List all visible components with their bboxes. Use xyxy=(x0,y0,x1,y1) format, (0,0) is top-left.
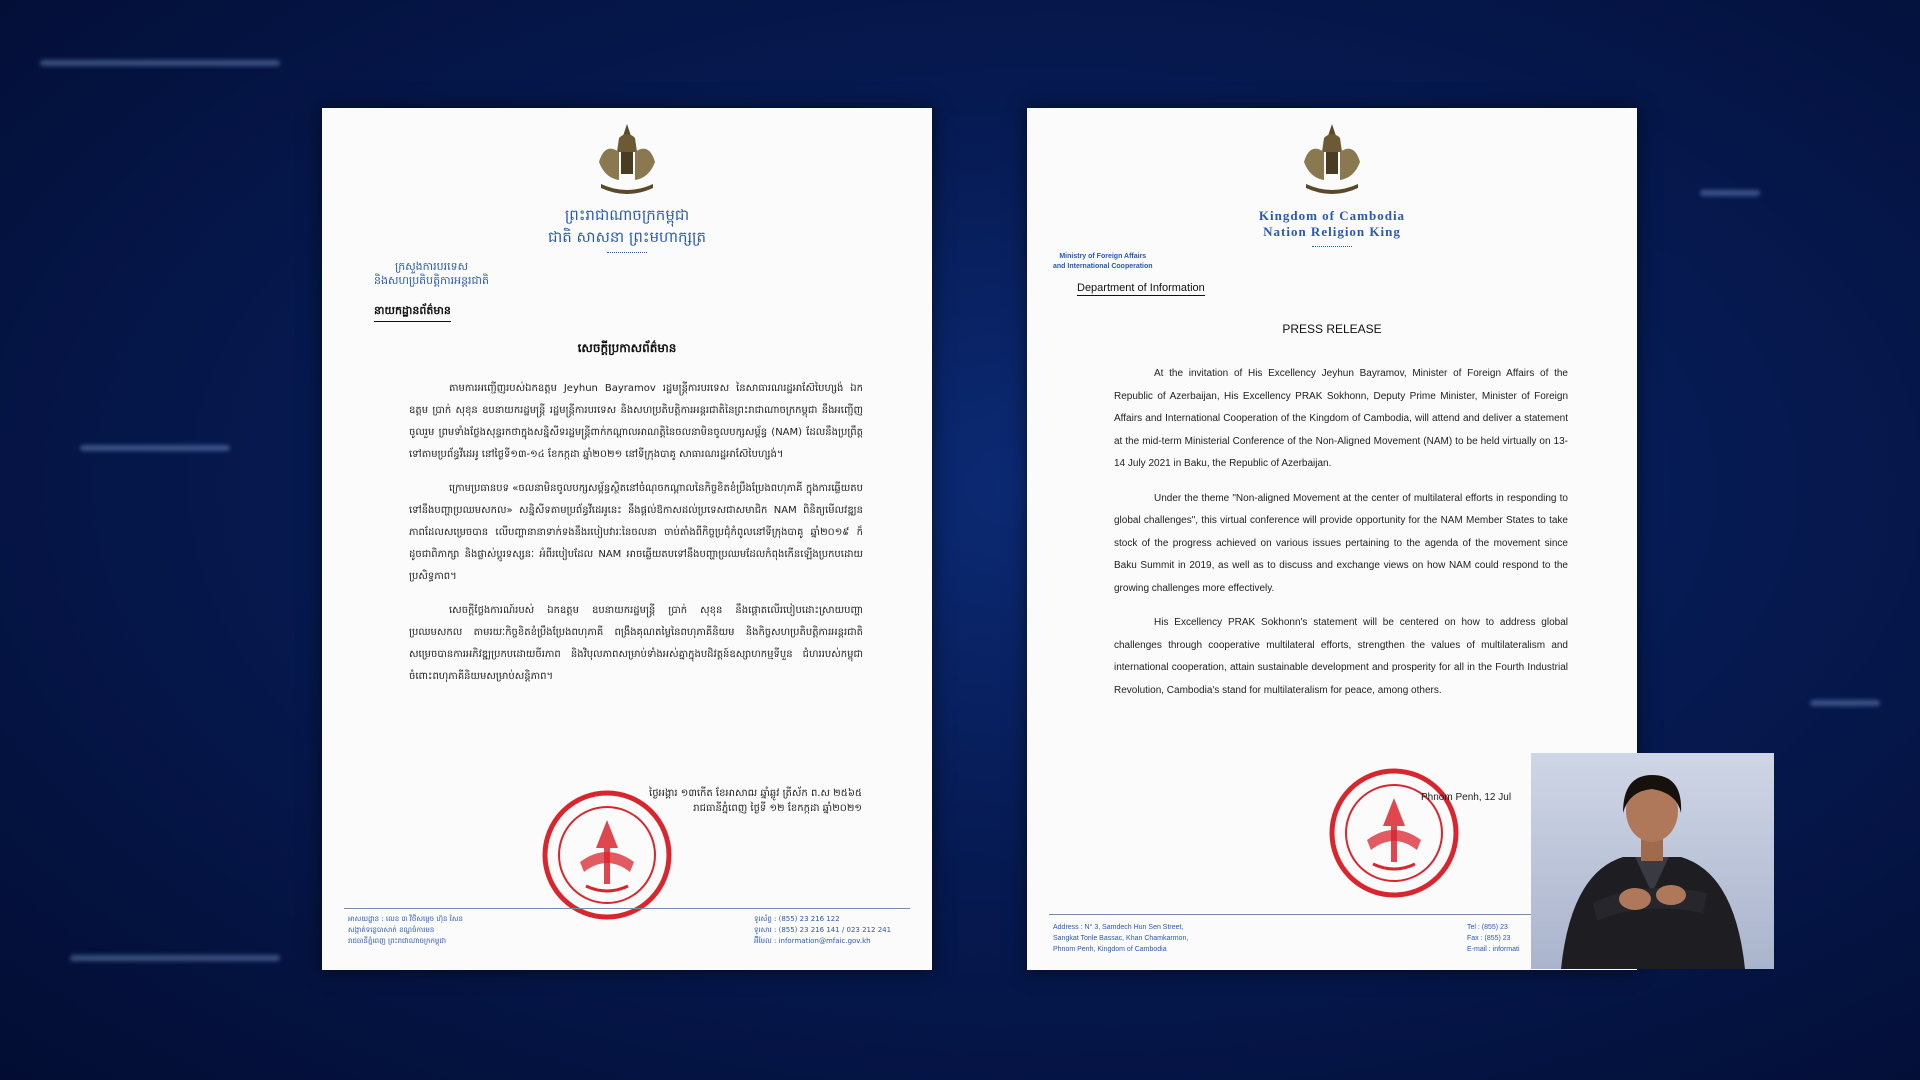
body-paragraph: His Excellency PRAK Sokhonn's statement will be centered on how to address global challenges through cooperative multilateral efforts, strengthen the values of multilateralism and international cooperation, attain sustainable development and prosperity for all in the Fourth Industrial Revolution, Cambodia's stand for multilateralism for peace, among others. xyxy=(1114,617,1568,696)
footer-contact xyxy=(1467,922,1520,955)
body-paragraph: ក្រោមប្រធានបទ «ចលនាមិនចូលបក្សសម្ព័ន្ធស្ថិតនៅចំណុចកណ្តាលនៃកិច្ចខិតខំប្រឹងប្រែងពហុភាគី ក្នុងការឆ្លើយតបទៅនឹងបញ្ហាប្រឈមសកល» សន្និសីទតាមប្រព័ន្ធវីដេអូនេះ នឹងផ្តល់ឱកាសដល់ប្រទេសជាសមាជិក NAM ពិនិត្យមើលវឌ្ឍនភាពដែលសម្រេចបាន លើបញ្ហានានាទាក់ទងនឹងរបៀបវារៈនៃចលនា ចាប់តាំងពីកិច្ចប្រជុំកំពូលនៅទីក្រុងបាគូ ឆ្នាំ២០១៩ ក៏ដូចជាពិភាក្សា និងផ្លាស់ប្តូរទស្សនៈ អំពីរបៀបដែល NAM អាចឆ្លើយតបទៅនឹងបញ្ហាប្រឈមដែលកំពុងកើនឡើងប្រកបដោយប្រសិទ្ធភាព។ xyxy=(409,483,863,582)
footer-address xyxy=(348,914,463,947)
ministry-name xyxy=(374,260,489,288)
address-line: រាជធានីភ្នំពេញ ព្រះរាជាណាចក្រកម្ពុជា xyxy=(348,937,446,945)
department-name: Department of Information xyxy=(1077,282,1205,294)
footer-address xyxy=(1053,922,1188,955)
ministry-line-1: Ministry of Foreign Affairs xyxy=(1059,253,1147,260)
contact-line: អ៊ីមែល : information@mfaic.gov.kh xyxy=(754,937,871,945)
ministry-name xyxy=(1053,252,1153,272)
ministry-line-2: និងសហប្រតិបត្តិការអន្តរជាតិ xyxy=(374,275,489,287)
place-date: Phnom Penh, 12 Jul xyxy=(1421,792,1512,803)
background-streak xyxy=(70,955,280,961)
address-line: អាសយដ្ឋាន : លេខ ៣ វិថីសម្តេច ហ៊ុន សែន xyxy=(348,915,464,923)
address-line: សង្កាត់ទន្លេបាសាក់ ខណ្ឌចំការមន xyxy=(348,926,435,934)
kingdom-name: ព្រះរាជាណាចក្រកម្ពុជា xyxy=(564,206,690,224)
interpreter-figure-icon xyxy=(1531,753,1774,969)
address-line: Sangkat Tonle Bassac, Khan Chamkarmon, xyxy=(1053,935,1189,942)
press-release-heading: PRESS RELEASE xyxy=(1282,322,1382,336)
ministry-line-1: ក្រសួងការបរទេស xyxy=(394,261,469,273)
background-streak xyxy=(40,60,280,66)
khmer-press-release-page xyxy=(322,108,932,970)
royal-coat-of-arms-icon xyxy=(591,122,663,196)
background-streak xyxy=(1810,700,1880,706)
contact-line: ទូរសារ : (855) 23 216 141 / 023 212 241 xyxy=(754,926,892,934)
press-release-heading: សេចក្តីប្រកាសព័ត៌មាន xyxy=(577,341,677,355)
kingdom-name: Kingdom of Cambodia xyxy=(1258,208,1406,223)
background-streak xyxy=(80,445,230,451)
footer-divider xyxy=(344,908,910,909)
address-line: Address : N° 3, Samdech Hun Sen Street, xyxy=(1053,924,1184,931)
contact-line: Tel : (855) 23 xyxy=(1467,924,1508,931)
kingdom-title xyxy=(322,204,932,248)
kingdom-title xyxy=(1027,208,1637,240)
press-release-body xyxy=(409,378,863,700)
sign-language-interpreter-inset xyxy=(1531,753,1774,969)
body-paragraph: At the invitation of His Excellency Jeyhun Bayramov, Minister of Foreign Affairs of the Republic of Azerbaijan, His Excellency PRAK Sokhonn, Deputy Prime Minister, Minister of Foreign Affairs and International Cooperation of the Kingdom of Cambodia, will attend and deliver a statement at the mid-term Ministerial Conference of the Non-Aligned Movement (NAM) to be held virtually on 13-14 July 2021 in Baku, the Republic of Azerbaijan. xyxy=(1114,368,1568,469)
body-paragraph: តាមការអញ្ជើញរបស់ឯកឧត្តម Jeyhun Bayramov រដ្ឋមន្ត្រីការបរទេស នៃសាធារណរដ្ឋអាស៊ែបៃហ្សង់ ឯកឧត្តម ប្រាក់ សុខុន ឧបនាយករដ្ឋមន្ត្រី រដ្ឋមន្ត្រីការបរទេស និងសហប្រតិបត្តិការអន្តរជាតិនៃព្រះរាជាណាចក្រកម្ពុជា នឹងអញ្ជើញចូលរួម ព្រមទាំងថ្លែងសុន្ទរកថាក្នុងសន្និសីទរដ្ឋមន្ត្រីពាក់កណ្តាលអាណត្តិនៃចលនាមិនចូលបក្សសម្ព័ន្ធ (NAM) ដែលនឹងប្រព្រឹត្តទៅតាមប្រព័ន្ធវីដេអូ នៅថ្ងៃទី១៣-១៤ ខែកក្កដា ឆ្នាំ២០២១ នៅទីក្រុងបាគូ សាធារណរដ្ឋអាស៊ែបៃហ្សង់។ xyxy=(409,383,863,460)
ministry-seal-stamp-icon xyxy=(1327,766,1461,900)
contact-line: E-mail : informati xyxy=(1467,946,1520,953)
date-line xyxy=(649,786,862,816)
press-release-body xyxy=(1114,363,1568,714)
background-streak xyxy=(1700,190,1760,196)
body-paragraph: សេចក្តីថ្លែងការណ៍របស់ ឯកឧត្តម ឧបនាយករដ្ឋមន្ត្រី ប្រាក់ សុខុន នឹងផ្តោតលើរបៀបដោះស្រាយបញ្ហាប្រឈមសកល តាមរយៈកិច្ចខិតខំប្រឹងប្រែងពហុភាគី ពង្រឹងគុណតម្លៃនៃពហុភាគីនិយម និងកិច្ចសហប្រតិបត្តិការអន្តរជាតិ សម្រេចបានការអភិវឌ្ឍប្រកបដោយចីរភាព និងវិបុលភាពសម្រាប់ទាំងអស់គ្នាក្នុងបដិវត្តន៍ឧស្សាហកម្មទីបួន ជំហររបស់កម្ពុជាចំពោះពហុភាគីនិយមសម្រាប់សន្តិភាព។ xyxy=(409,605,863,682)
contact-line: Fax : (855) 23 xyxy=(1467,935,1511,942)
footer-contact xyxy=(754,914,891,947)
ministry-line-2: and International Cooperation xyxy=(1053,263,1153,270)
department-name: នាយកដ្ឋានព័ត៌មាន xyxy=(374,304,451,322)
kingdom-motto: ជាតិ សាសនា ព្រះមហាក្សត្រ xyxy=(547,228,707,246)
contact-line: ទូរស័ព្ទ : (855) 23 216 122 xyxy=(754,915,840,923)
ministry-seal-stamp-icon xyxy=(540,788,674,922)
title-divider xyxy=(607,252,647,253)
title-divider xyxy=(1312,246,1352,247)
place-date: រាជធានីភ្នំពេញ ថ្ងៃទី ១២ ខែកក្កដា ឆ្នាំ២០២១ xyxy=(693,803,862,814)
royal-coat-of-arms-icon xyxy=(1296,122,1368,196)
kingdom-motto: Nation Religion King xyxy=(1263,224,1401,239)
body-paragraph: Under the theme "Non-aligned Movement at the center of multilateral efforts in responding to global challenges", this virtual conference will provide opportunity for the NAM Member States to take stock of the progress achieved on various issues pertaining to the agenda of the movement since Baku Summit in 2019, as well as to discuss and exchange views on how NAM could respond to the growing challenges more effectively. xyxy=(1114,492,1568,594)
lunar-date: ថ្ងៃអង្គារ ១៣កើត ខែអាសាឍ ឆ្នាំឆ្លូវ ត្រីស័ក ព.ស ២៥៦៥ xyxy=(649,788,862,799)
address-line: Phnom Penh, Kingdom of Cambodia xyxy=(1053,946,1167,953)
